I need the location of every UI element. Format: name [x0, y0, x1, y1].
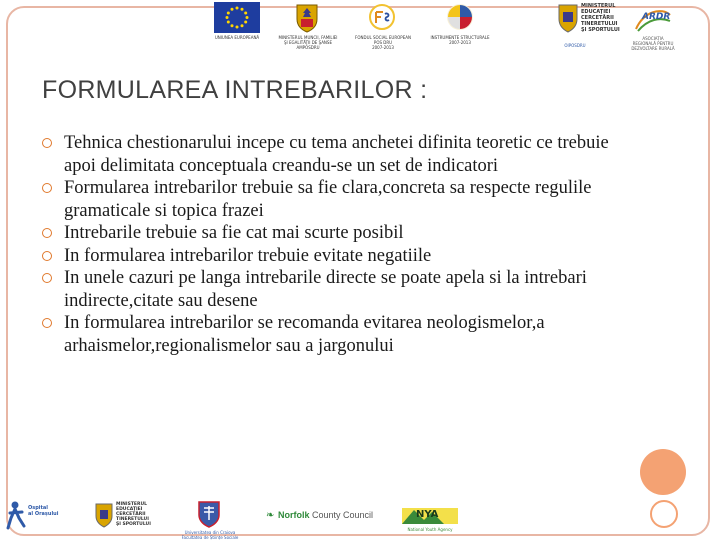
bullet-circle-icon [42, 183, 52, 193]
list-item [42, 222, 632, 245]
hospital-figure-icon [6, 500, 28, 530]
bullet-circle-icon [42, 138, 52, 148]
is-caption: INSTRUMENTE STRUCTURALE 2007-2013 [430, 35, 490, 45]
oiposdru-caption: OIPOSDRU [564, 43, 586, 48]
romania-crest-logo [295, 3, 319, 33]
eu-caption: UNIUNEA EUROPEANĂ [214, 35, 260, 40]
nya-caption: National Youth Agency [407, 527, 453, 532]
gov-caption: MINISTERUL MUNCII, FAMILIEI ŞI EGALITĂŢII DE ŞANSE AMPOSDRU [278, 35, 338, 50]
bullet-list [42, 132, 632, 357]
structural-instruments-logo [440, 2, 480, 33]
footer-logos [0, 496, 640, 540]
nya-logo-text: NYA [416, 509, 439, 520]
bullet-text: In unele cazuri pe langa intrebarile directe se poate apela si la intrebari indirecte,citate sau desene [64, 268, 587, 311]
bullet-circle-icon [42, 318, 52, 328]
bullet-circle-icon [42, 273, 52, 283]
eu-flag-logo [214, 2, 260, 33]
ardr-logo [634, 5, 672, 33]
ardr-logo-text: ARDR [642, 12, 671, 22]
list-item [42, 267, 632, 312]
ministry-footer-text: MINISTERUL EDUCAŢIEI CERCETĂRII TINERETULUI ŞI SPORTULUI [116, 502, 151, 527]
list-item [42, 177, 632, 222]
norfolk-suffix: County Council [312, 510, 374, 520]
slide-title: FORMULAREA INTREBARILOR : [42, 76, 428, 104]
ministry-crest-logo [556, 3, 580, 33]
norfolk-mark-icon: ❧ [266, 510, 275, 521]
fse-logo [363, 2, 401, 32]
decorative-circle-filled [640, 449, 686, 495]
hospital-text: Ospital al Orașului [28, 505, 59, 517]
bullet-text: In formularea intrebarilor trebuie evitate negatiile [64, 245, 432, 266]
nya-logo [402, 506, 458, 532]
header-logos [0, 0, 720, 56]
bullet-circle-icon [42, 251, 52, 261]
list-item [42, 245, 632, 268]
norfolk-name: Norfolk [278, 510, 310, 520]
ministry-crest-logo-footer [94, 502, 114, 528]
ministry-text: MINISTERUL EDUCAŢIEI CERCETĂRII TINERETULUI ŞI SPORTULUI [581, 3, 620, 33]
university-caption: Universitatea din Craiova Facultatea de Științe Sociale [181, 530, 239, 540]
list-item [42, 312, 632, 357]
bullet-text: In formularea intrebarilor se recomanda evitarea neologismelor,a arhaismelor,regionalismelor sau a jargonului [64, 313, 545, 356]
decorative-circle-outline [650, 500, 678, 528]
norfolk-logo [266, 510, 376, 524]
university-logo [196, 500, 222, 528]
list-item [42, 132, 632, 177]
bullet-circle-icon [42, 228, 52, 238]
bullet-text: Tehnica chestionarului incepe cu tema anchetei difinita teoretic ce trebuie apoi delimitata conceptuala creandu-se un set de indicatori [64, 133, 609, 176]
fse-caption: FONDUL SOCIAL EUROPEAN POS DRU 2007-2013 [355, 35, 411, 50]
bullet-text: Intrebarile trebuie sa fie cat mai scurte posibil [64, 223, 404, 243]
ardr-caption: ASOCIAȚIA REGIONALĂ PENTRU DEZVOLTARE RURALĂ [631, 36, 675, 51]
bullet-text: Formularea intrebarilor trebuie sa fie clara,concreta sa respecte regulile gramaticale si topica frazei [64, 178, 592, 221]
